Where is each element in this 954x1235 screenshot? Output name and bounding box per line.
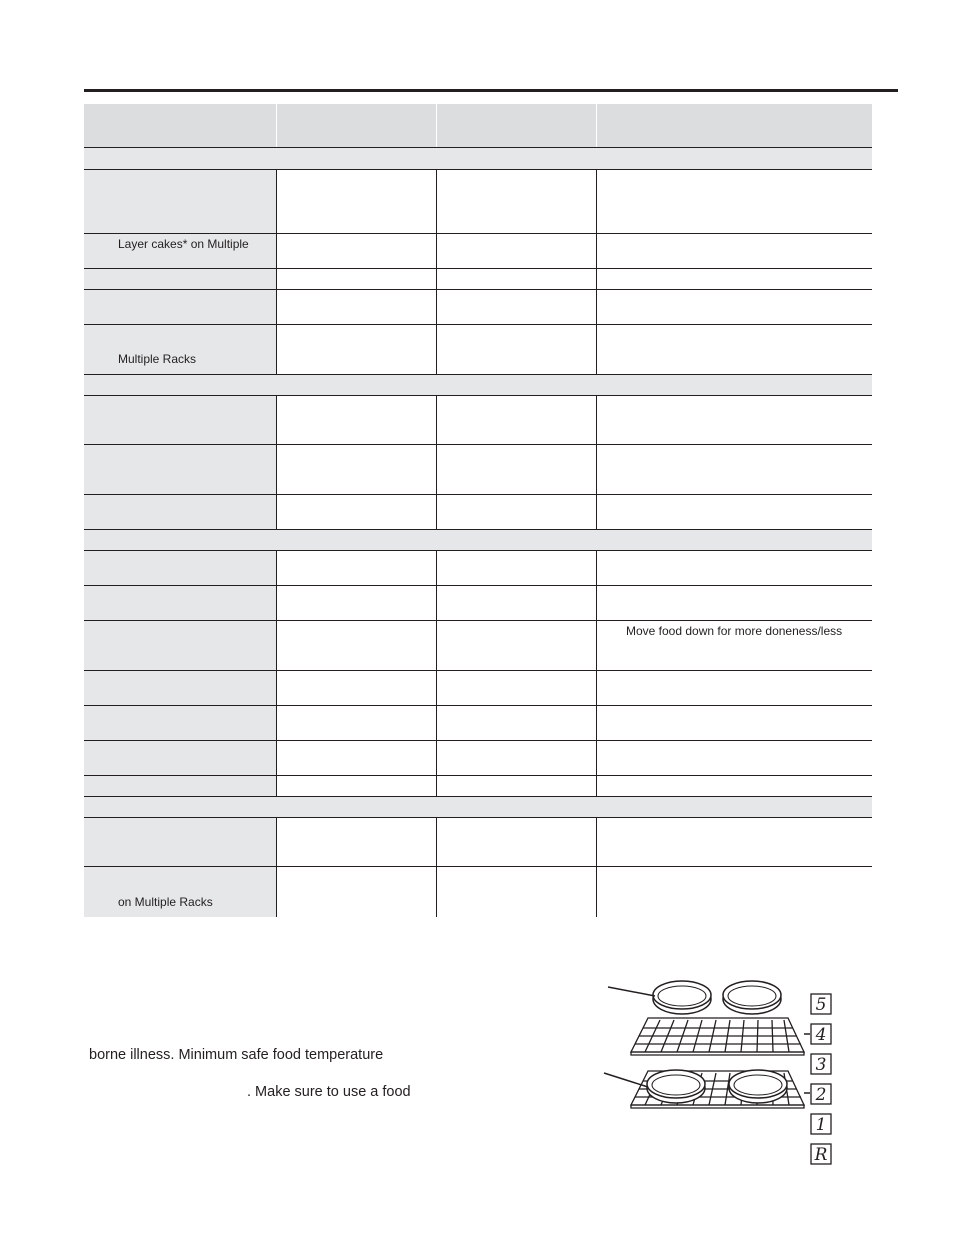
table-cell [84, 269, 276, 289]
table-cell [596, 776, 872, 796]
table-row [84, 776, 872, 797]
table-cell [436, 621, 596, 670]
table-cell [276, 445, 436, 494]
table-row [84, 325, 872, 375]
table-row [84, 551, 872, 586]
table-cell [84, 776, 276, 796]
upper-rack [631, 1018, 804, 1055]
table-cell [596, 741, 872, 775]
rack-label-2: 2 [815, 1085, 827, 1105]
table-row [84, 445, 872, 495]
upper-rack-pans [653, 981, 781, 1014]
table-cell [596, 495, 872, 529]
table-cell [84, 671, 276, 705]
table-cell [596, 325, 872, 374]
table-cell [436, 325, 596, 374]
table-cell [84, 867, 276, 917]
table-cell [436, 818, 596, 866]
table-cell [276, 325, 436, 374]
table-cell [276, 234, 436, 268]
table-row [84, 170, 872, 234]
table-cell [276, 706, 436, 740]
table-cell [276, 269, 436, 289]
table-header-row [84, 104, 872, 148]
table-cell [436, 104, 596, 147]
table-cell [596, 671, 872, 705]
table-cell [276, 551, 436, 585]
table-cell [84, 741, 276, 775]
table-cell [436, 290, 596, 324]
table-row [84, 706, 872, 741]
rack-label-r: R [814, 1145, 828, 1165]
cell-text: on Multiple Racks [118, 895, 213, 909]
table-section-row [84, 530, 872, 551]
table-row [84, 671, 872, 706]
cell-text: Multiple Racks [118, 352, 197, 366]
table-row [84, 818, 872, 867]
rack-label-1: 1 [815, 1115, 827, 1135]
table-cell [276, 621, 436, 670]
upper-pan-leader [608, 987, 655, 996]
table-cell [84, 104, 276, 147]
table-cell [84, 551, 276, 585]
table-cell [436, 269, 596, 289]
table-cell [84, 495, 276, 529]
table-cell [436, 551, 596, 585]
table-cell [596, 551, 872, 585]
table-cell [84, 706, 276, 740]
table-row [84, 290, 872, 325]
table-cell [84, 170, 276, 233]
table-cell [276, 818, 436, 866]
table-cell [276, 104, 436, 147]
rack-position-labels [811, 994, 831, 1165]
table-cell [596, 867, 872, 917]
table-cell [596, 445, 872, 494]
body-text-line-2: . Make sure to use a food [247, 1084, 411, 1100]
table-row [84, 234, 872, 269]
table-cell [276, 586, 436, 620]
table-cell [596, 269, 872, 289]
table-cell [276, 290, 436, 324]
table-cell [276, 741, 436, 775]
table-cell [84, 445, 276, 494]
lower-rack-pans [647, 1070, 787, 1103]
table-cell [436, 741, 596, 775]
table-cell [276, 867, 436, 917]
rack-label-4: 4 [815, 1025, 827, 1045]
table-cell [276, 776, 436, 796]
table-row [84, 867, 872, 917]
cell-text: Move food down for more doneness/less [626, 624, 843, 638]
cell-text: Layer cakes* on Multiple [118, 237, 249, 251]
table-cell [436, 396, 596, 444]
table-row [84, 495, 872, 530]
table-cell [436, 776, 596, 796]
table-row [84, 741, 872, 776]
table-cell [596, 290, 872, 324]
table-cell [436, 706, 596, 740]
table-cell [596, 706, 872, 740]
table-cell [84, 290, 276, 324]
top-rule [84, 89, 898, 92]
table-cell [436, 867, 596, 917]
table-cell [276, 396, 436, 444]
table-cell [436, 234, 596, 268]
table-section-row [84, 375, 872, 396]
rack-label-3: 3 [815, 1055, 827, 1075]
table-cell [436, 671, 596, 705]
table-row [84, 396, 872, 445]
table-cell [84, 325, 276, 374]
table-cell [596, 104, 872, 147]
table-cell [84, 234, 276, 268]
table-cell [84, 586, 276, 620]
table-cell [596, 586, 872, 620]
rack-position-diagram [598, 966, 848, 1176]
table-cell [596, 621, 872, 670]
table-cell [596, 170, 872, 233]
table-cell [276, 170, 436, 233]
table-cell [276, 671, 436, 705]
table-cell [84, 818, 276, 866]
table-row [84, 269, 872, 290]
table-cell [596, 396, 872, 444]
table-cell [84, 621, 276, 670]
table-section-row [84, 148, 872, 170]
table-cell [436, 170, 596, 233]
table-cell [276, 495, 436, 529]
table-cell [84, 396, 276, 444]
cooking-guide-table [84, 104, 872, 917]
rack-label-5: 5 [815, 995, 827, 1015]
table-cell [436, 586, 596, 620]
table-cell [596, 818, 872, 866]
table-cell [596, 234, 872, 268]
table-cell [436, 495, 596, 529]
table-row [84, 586, 872, 621]
table-cell [436, 445, 596, 494]
lower-pan-leader [604, 1073, 648, 1087]
table-row [84, 621, 872, 671]
body-text-line-1: borne illness. Minimum safe food temperature [89, 1047, 384, 1063]
table-section-row [84, 797, 872, 818]
